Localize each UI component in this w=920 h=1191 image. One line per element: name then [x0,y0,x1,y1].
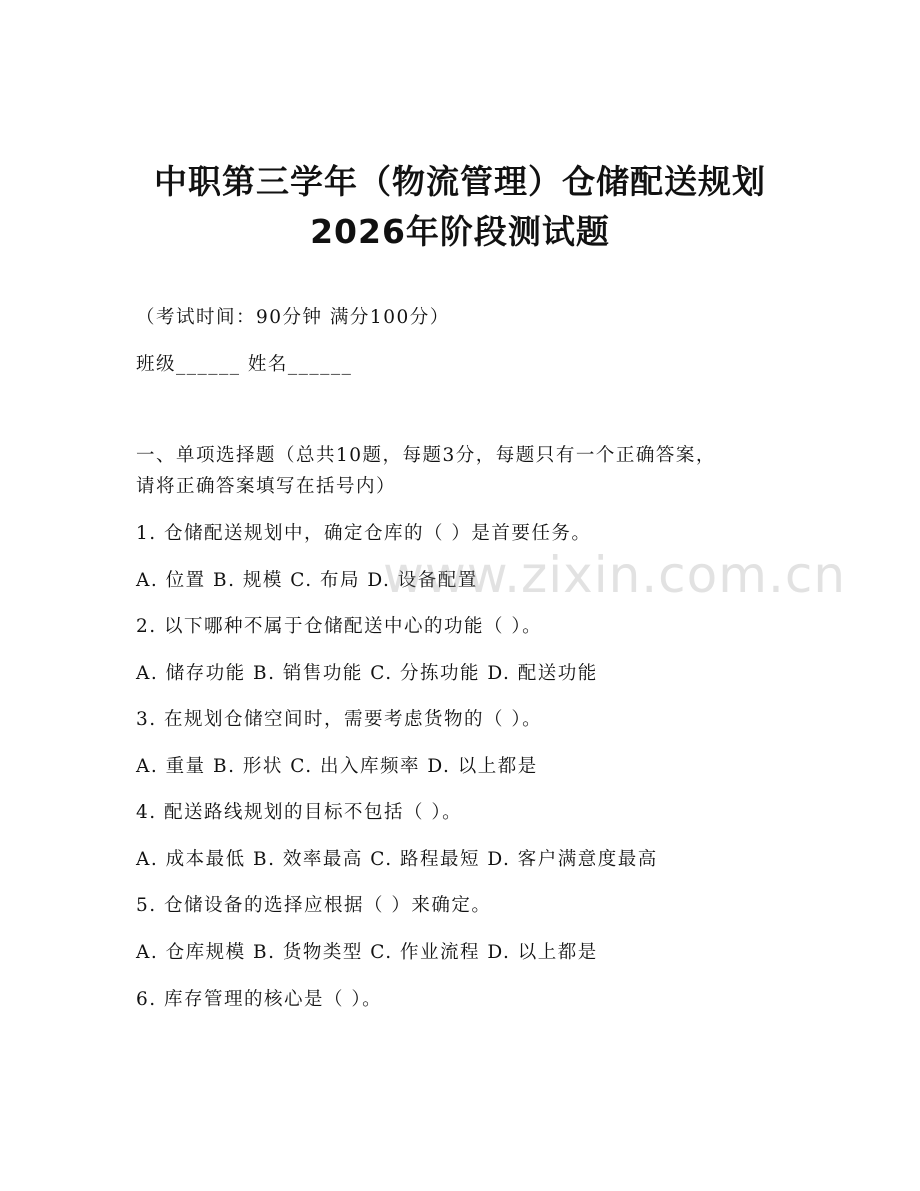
section-heading-line-2: 请将正确答案填写在括号内） [136,476,397,497]
question-6: 6. 库存管理的核心是（ ）。 [136,989,383,1010]
title-line-2: 2026年阶段测试题 [310,212,610,251]
question-4-options: A. 成本最低 B. 效率最高 C. 路程最短 D. 客户满意度最高 [136,849,658,870]
question-1: 1. 仓储配送规划中，确定仓库的（ ）是首要任务。 [136,523,592,544]
section-heading-line-1: 一、单项选择题（总共10题，每题3分，每题只有一个正确答案， [136,445,716,466]
title-line-1: 中职第三学年（物流管理）仓储配送规划 [154,162,766,201]
question-4: 4. 配送路线规划的目标不包括（ ）。 [136,802,463,823]
question-2: 2. 以下哪种不属于仓储配送中心的功能（ ）。 [136,616,543,637]
class-name-line: 班级______ 姓名______ [136,354,353,375]
question-3-options: A. 重量 B. 形状 C. 出入库频率 D. 以上都是 [136,756,538,777]
question-5: 5. 仓储设备的选择应根据（ ）来确定。 [136,895,492,916]
question-5-options: A. 仓库规模 B. 货物类型 C. 作业流程 D. 以上都是 [136,942,598,963]
question-3: 3. 在规划仓储空间时，需要考虑货物的（ ）。 [136,709,543,730]
watermark: www.zixin.com.cn [383,546,847,604]
exam-info: （考试时间：90分钟 满分100分） [136,307,450,328]
question-1-options: A. 位置 B. 规模 C. 布局 D. 设备配置 [136,570,478,591]
question-2-options: A. 储存功能 B. 销售功能 C. 分拣功能 D. 配送功能 [136,663,598,684]
